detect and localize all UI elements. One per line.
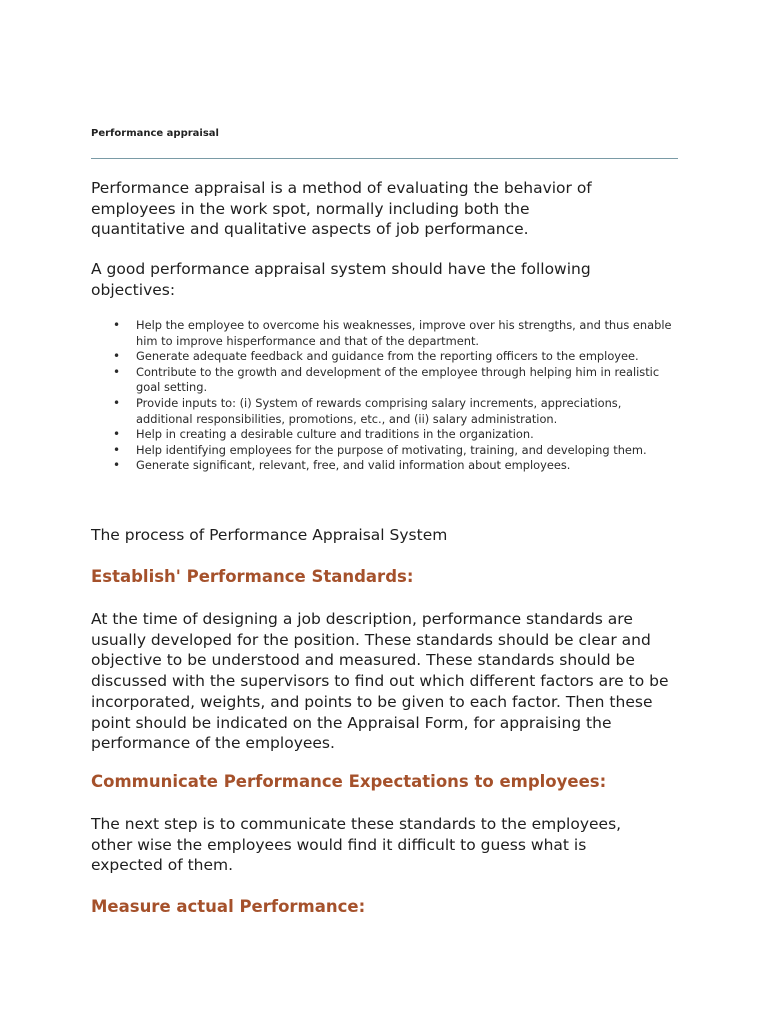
section-heading-establish-standards: Establish' Performance Standards:	[91, 567, 414, 586]
document-title: Performance appraisal	[91, 128, 219, 139]
list-item: • Provide inputs to: (i) System of rewards comprising salary increments, appreciations, additional responsibilities, promotions, etc., and (ii) salary administration.	[91, 396, 681, 427]
title-divider	[91, 158, 678, 159]
list-item: • Contribute to the growth and development of the employee through helping him in realistic goal setting.	[91, 365, 681, 396]
objectives-list	[91, 318, 681, 474]
objectives-lead-paragraph: A good performance appraisal system should have the following objectives:	[91, 260, 591, 299]
list-item: • Generate significant, relevant, free, and valid information about employees.	[91, 458, 681, 474]
section-body-establish-standards: At the time of designing a job description, performance standards are usually developed for the position. These standards should be clear and objective to be understood and measured. These standards should be discussed with the supervisors to find out which different factors are to be incorporated, weights, and points to be given to each factor. Then these point should be indicated on the Appraisal Form, for appraising the performance of the employees.	[91, 610, 669, 753]
list-item: • Help in creating a desirable culture and traditions in the organization.	[91, 427, 681, 443]
list-item: • Help identifying employees for the purpose of motivating, training, and developing them.	[91, 443, 681, 459]
intro-paragraph: Performance appraisal is a method of evaluating the behavior of employees in the work spot, normally including both the quantitative and qualitative aspects of job performance.	[91, 179, 592, 239]
section-heading-measure-performance: Measure actual Performance:	[91, 897, 366, 916]
list-item: • Generate adequate feedback and guidance from the reporting officers to the employee.	[91, 349, 681, 365]
list-item: • Help the employee to overcome his weaknesses, improve over his strengths, and thus enable him to improve hisperformance and that of the department.	[91, 318, 681, 349]
section-body-communicate-expectations: The next step is to communicate these standards to the employees, other wise the employees would find it difficult to guess what is expected of them.	[91, 815, 622, 875]
section-heading-communicate-expectations: Communicate Performance Expectations to employees:	[91, 772, 607, 791]
process-title: The process of Performance Appraisal System	[91, 526, 448, 544]
